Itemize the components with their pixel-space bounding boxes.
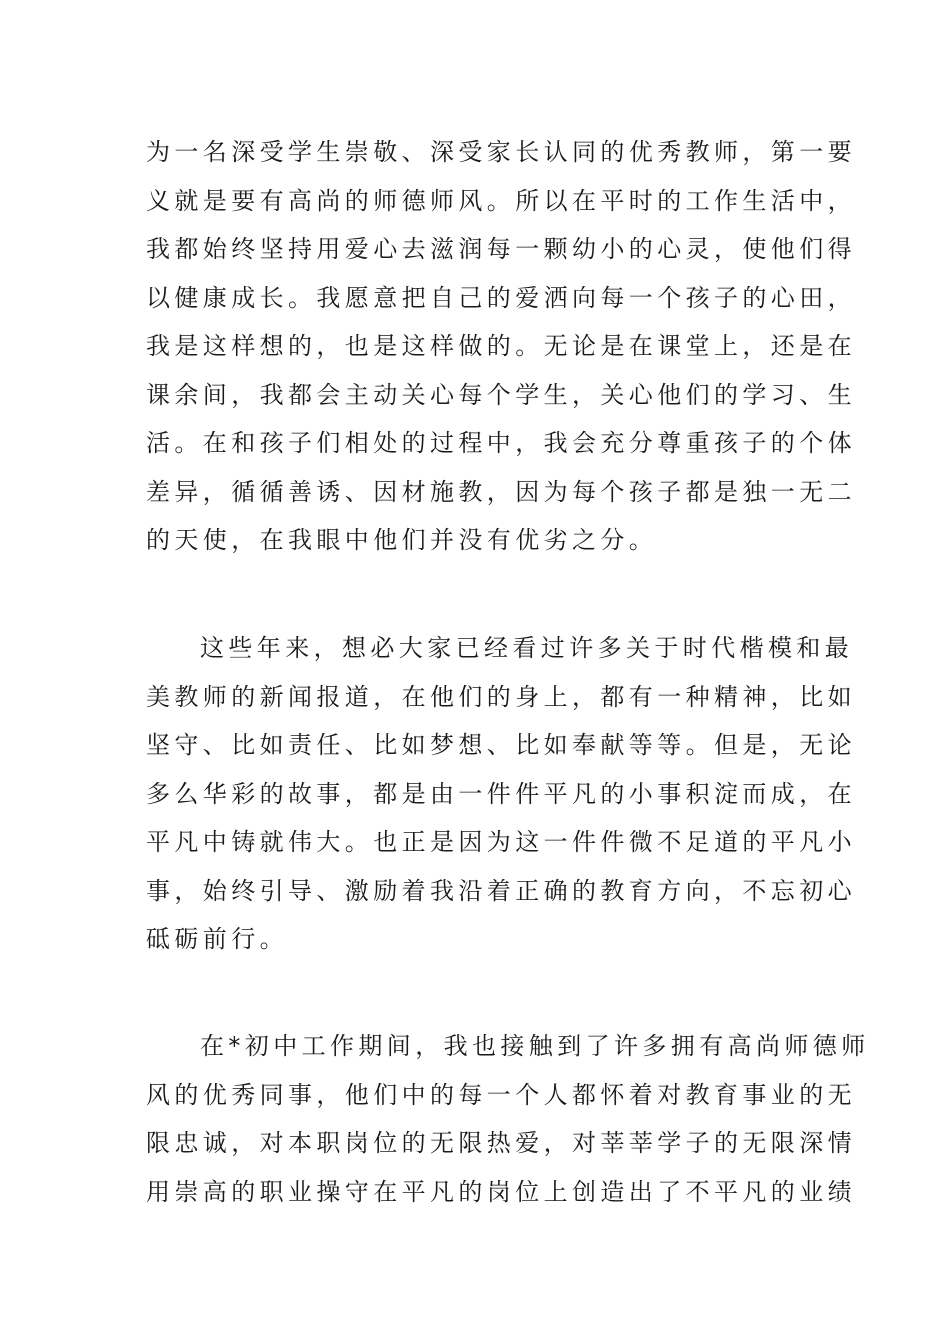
paragraph-line: 砥砺前行。 — [146, 925, 288, 953]
paragraph-line: 活。在和孩子们相处的过程中，我会充分尊重孩子的个体 — [146, 429, 856, 457]
paragraph-line: 义就是要有高尚的师德师风。所以在平时的工作生活中， — [146, 186, 856, 215]
paragraph-line: 坚守、比如责任、比如梦想、比如奉献等等。但是，无论 — [146, 731, 856, 759]
paragraph-first-line: 这些年来，想必大家已经看过许多关于时代楷模和最 — [200, 634, 854, 662]
paragraph-line: 美教师的新闻报道，在他们的身上，都有一种精神，比如 — [146, 682, 856, 711]
paragraph-1 — [146, 128, 856, 565]
paragraph-line: 差异，循循善诱、因材施教，因为每个孩子都是独一无二 — [146, 477, 856, 506]
paragraph-line: 我都始终坚持用爱心去滋润每一颗幼小的心灵，使他们得 — [146, 235, 856, 263]
paragraph-line: 为一名深受学生崇敬、深受家长认同的优秀教师，第一要 — [146, 138, 856, 166]
paragraph-line: 用崇高的职业操守在平凡的岗位上创造出了不平凡的业绩 — [146, 1177, 856, 1206]
paragraph-line: 事，始终引导、激励着我沿着正确的教育方向，不忘初心 — [146, 876, 856, 905]
paragraph-line: 多么华彩的故事，都是由一件件平凡的小事积淀而成，在 — [146, 779, 856, 808]
paragraph-line: 我是这样想的，也是这样做的。无论是在课堂上，还是在 — [146, 332, 856, 360]
paragraph-3 — [146, 1022, 870, 1216]
paragraph-line: 风的优秀同事，他们中的每一个人都怀着对教育事业的无 — [146, 1080, 856, 1109]
paragraph-line: 的天使，在我眼中他们并没有优劣之分。 — [146, 526, 658, 554]
paragraph-first-line: 在*初中工作期间，我也接触到了许多拥有高尚师德师 — [200, 1032, 870, 1060]
paragraph-2 — [146, 624, 856, 964]
paragraph-line: 平凡中铸就伟大。也正是因为这一件件微不足道的平凡小 — [146, 828, 856, 856]
paragraph-line: 以健康成长。我愿意把自己的爱洒向每一个孩子的心田， — [146, 283, 856, 312]
paragraph-line: 课余间，我都会主动关心每个学生，关心他们的学习、生 — [146, 380, 856, 409]
paragraph-line: 限忠诚，对本职岗位的无限热爱，对莘莘学子的无限深情 — [146, 1129, 856, 1157]
